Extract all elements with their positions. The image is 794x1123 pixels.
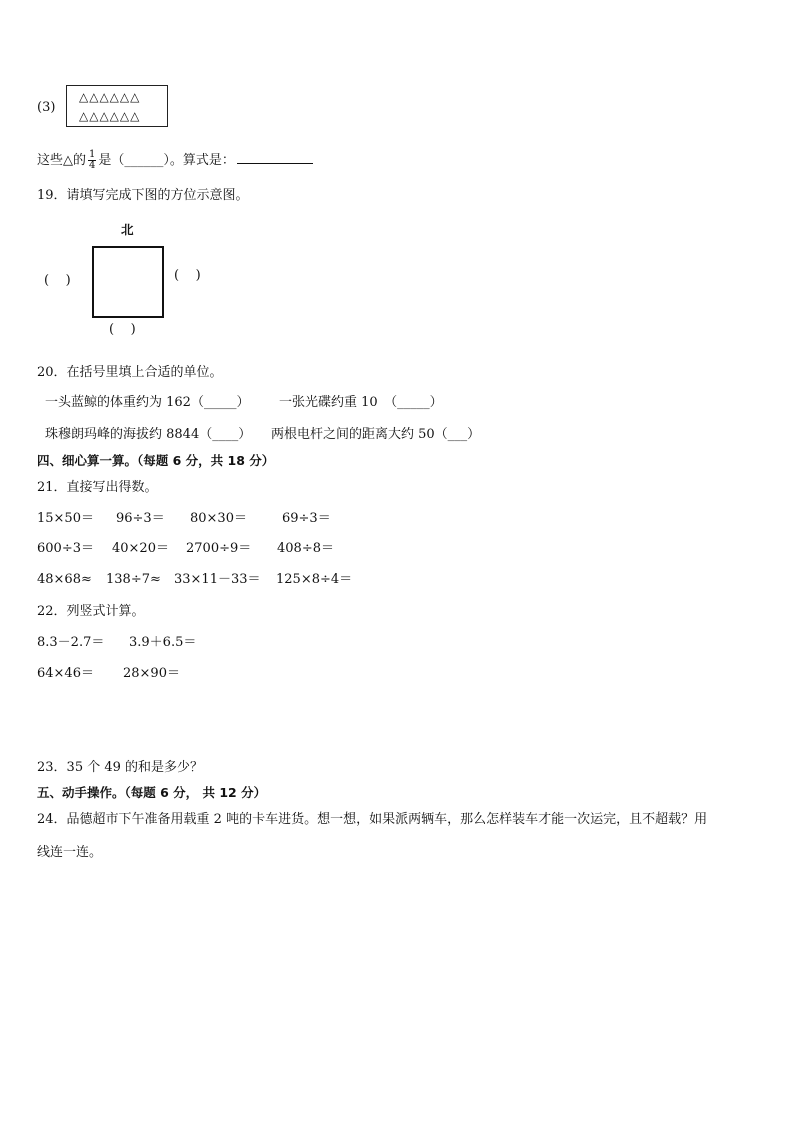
calc-item: 80×30＝ <box>190 511 247 526</box>
calc-item: 33×11－33＝ <box>174 572 261 587</box>
triangle-box <box>66 85 168 127</box>
bottom-direction-blank: ( ) <box>109 322 136 337</box>
q18-question-line <box>37 150 313 171</box>
calc-item: 408÷8＝ <box>277 541 334 556</box>
q18-text-before: 这些△的 <box>37 153 86 168</box>
fraction <box>88 150 96 171</box>
calc-item: 69÷3＝ <box>282 511 331 526</box>
calc-item: 48×68≈ <box>37 572 92 587</box>
q21-prompt: 21．直接写出得数。 <box>37 480 158 495</box>
direction-square <box>92 246 164 318</box>
right-direction-blank: ( ) <box>174 268 201 283</box>
q20-prompt: 20．在括号里填上合适的单位。 <box>37 365 223 380</box>
q20-item-1: 一头蓝鲸的体重约为 162（_____） <box>45 395 250 410</box>
vertical-calc-item: 8.3－2.7＝ <box>37 635 105 650</box>
calc-item: 15×50＝ <box>37 511 94 526</box>
calc-item: 600÷3＝ <box>37 541 94 556</box>
fraction-numerator: 1 <box>89 149 96 160</box>
fraction-denominator: 4 <box>89 160 96 171</box>
q23-prompt: 23．35 个 49 的和是多少？ <box>37 760 204 775</box>
calc-item: 96÷3＝ <box>116 511 165 526</box>
q20-item-4: 两根电杆之间的距离大约 50（___） <box>271 427 481 442</box>
vertical-calc-item: 64×46＝ <box>37 666 94 681</box>
vertical-calc-item: 3.9＋6.5＝ <box>129 635 197 650</box>
q24-line-1: 24．品德超市下午准备用载重 2 吨的卡车进货。想一想，如果派两辆车，那么怎样装车才能一次运完，且不超载？用 <box>37 812 708 827</box>
calc-item: 40×20＝ <box>112 541 169 556</box>
q19-prompt: 19．请填写完成下图的方位示意图。 <box>37 188 249 203</box>
q18-text-after: 是（______）。算式是： <box>98 153 235 168</box>
answer-underline <box>237 151 313 164</box>
triangle-row: △△△△△△ <box>79 90 141 104</box>
q22-prompt: 22．列竖式计算。 <box>37 604 145 619</box>
q20-item-2: 一张光碟约重 10 （_____） <box>279 395 443 410</box>
section-4-heading: 四、细心算一算。（每题 6 分，共 18 分） <box>37 453 275 468</box>
left-direction-blank: ( ) <box>44 273 71 288</box>
triangle-row: △△△△△△ <box>79 109 141 123</box>
vertical-calc-item: 28×90＝ <box>123 666 180 681</box>
q20-item-3: 珠穆朗玛峰的海拔约 8844（____） <box>45 427 252 442</box>
calc-item: 138÷7≈ <box>106 572 161 587</box>
q18-part-label: (3) <box>37 100 56 115</box>
section-5-heading: 五、动手操作。（每题 6 分， 共 12 分） <box>37 785 267 800</box>
calc-item: 125×8÷4＝ <box>276 572 353 587</box>
north-label: 北 <box>121 222 134 237</box>
calc-item: 2700÷9＝ <box>186 541 252 556</box>
q24-line-2: 线连一连。 <box>37 845 103 860</box>
